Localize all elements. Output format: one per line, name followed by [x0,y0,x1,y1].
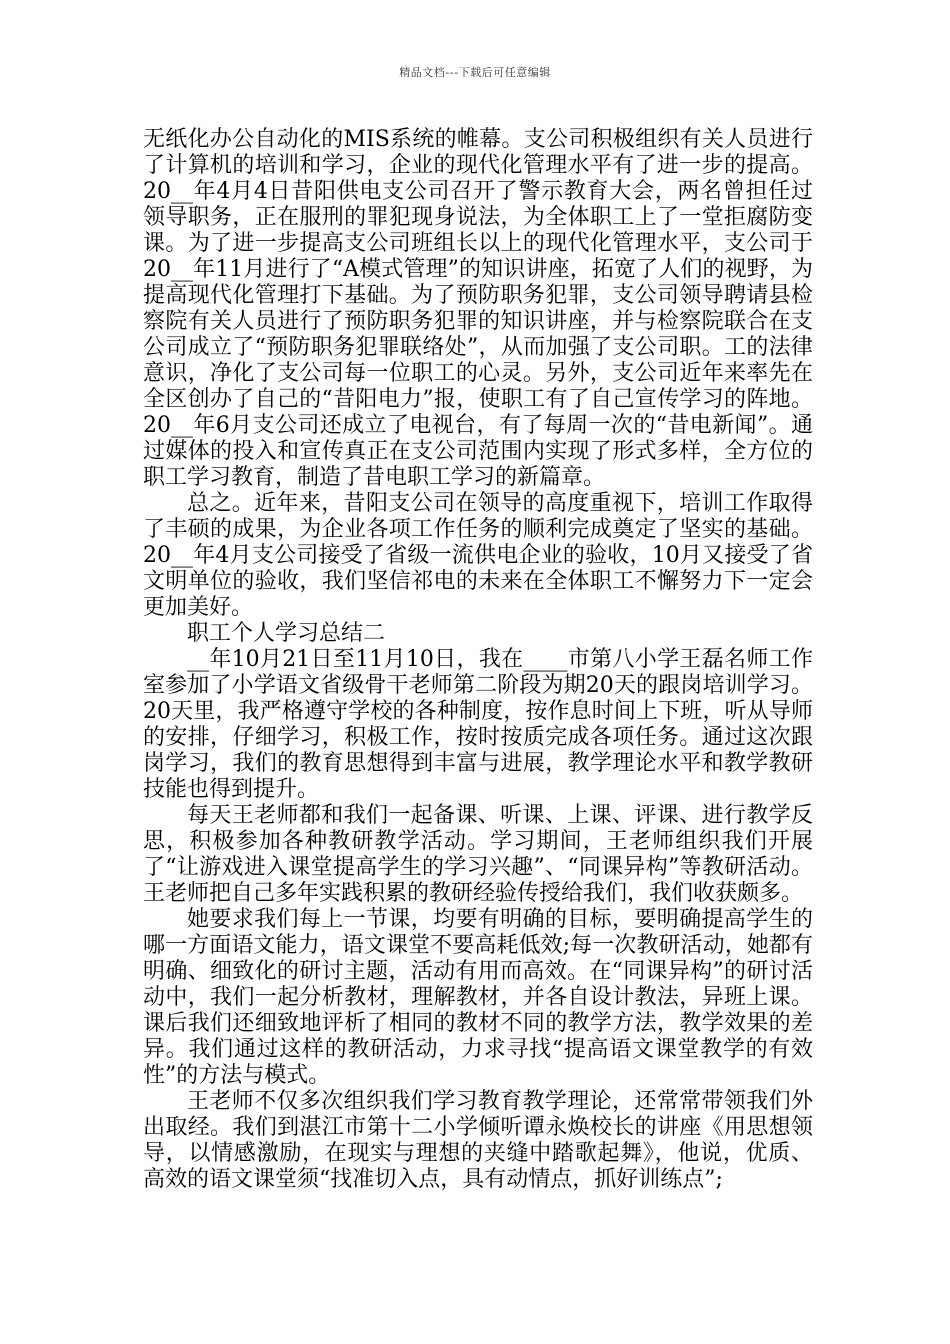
paragraph: 无纸化办公自动化的MIS系统的帷幕。支公司积极组织有关人员进行了计算机的培训和学习，企业的现代化管理水平有了进一步的提高。20__年4月4日昔阳供电支公司召开了警示教育大会，两名曾担任过领导职务，正在服刑的罪犯现身说法，为全体职工上了一堂拒腐防变课。为了进一步提高支公司班组长以上的现代化管理水平，支公司于20__年11月进行了“A模式管理”的知识讲座，拓宽了人们的视野，为提高现代化管理打下基础。为了预防职务犯罪，支公司领导聘请县检察院有关人员进行了预防职务犯罪的知识讲座，并与检察院联合在支公司成立了“预防职务犯罪联络处”，从而加强了支公司职。工的法律意识，净化了支公司每一位职工的心灵。另外，支公司近年来率先在全区创办了自己的“昔阳电力”报，使职工有了自己宣传学习的阵地。20__年6月支公司还成立了电视台，有了每周一次的“昔电新闻”。通过媒体的投入和宣传真正在支公司范围内实现了形式多样，全方位的职工学习教育，制造了昔电职工学习的新篇章。 [143,127,813,490]
paragraph: 她要求我们每上一节课，均要有明确的目标，要明确提高学生的哪一方面语文能力，语文课堂不要高耗低效;每一次教研活动，她都有明确、细致化的研讨主题，活动有用而高效。在“同课异构”的研讨活动中，我们一起分析教材，理解教材，并各自设计教法，异班上课。课后我们还细致地评析了相同的教材不同的教学方法，教学效果的差异。我们通过这样的教研活动，力求寻找“提高语文课堂教学的有效性”的方法与模式。 [143,907,813,1088]
page-header: 精品文档---下载后可任意编辑 [399,66,551,79]
paragraph: 每天王老师都和我们一起备课、听课、上课、评课、进行教学反思，积极参加各种教研教学活动。学习期间，王老师组织我们开展了“让游戏进入课堂提高学生的学习兴趣”、“同课异构”等教研活动。王老师把自己多年实践积累的教研经验传授给我们，我们收获颇多。 [143,803,813,906]
paragraph: __年10月21日至11月10日，我在____市第八小学王磊名师工作室参加了小学语文省级骨干老师第二阶段为期20天的跟岗培训学习。20天里，我严格遵守学校的各种制度，按作息时间上下班，听从导师的安排，仔细学习，积极工作，按时按质完成各项任务。通过这次跟岗学习，我们的教育思想得到丰富与进展，教学理论水平和教学教研技能也得到提升。 [143,647,813,802]
paragraph: 总之。近年来，昔阳支公司在领导的高度重视下，培训工作取得了丰硕的成果，为企业各项工作任务的顺利完成奠定了坚实的基础。20__年4月支公司接受了省级一流供电企业的验收，10月又接受了省文明单位的验收，我们坚信祁电的未来在全体职工不懈努力下一定会更加美好。 [143,491,813,620]
document-body [143,127,813,1193]
section-heading: 职工个人学习总结二 [187,621,386,646]
paragraph: 王老师不仅多次组织我们学习教育教学理论，还常常带领我们外出取经。我们到湛江市第十二小学倾听谭永焕校长的讲座《用思想领导，以情感激励，在现实与理想的夹缝中踏歌起舞》，他说，优质、高效的语文课堂须“找准切入点，具有动情点，抓好训练点”; [143,1089,813,1192]
